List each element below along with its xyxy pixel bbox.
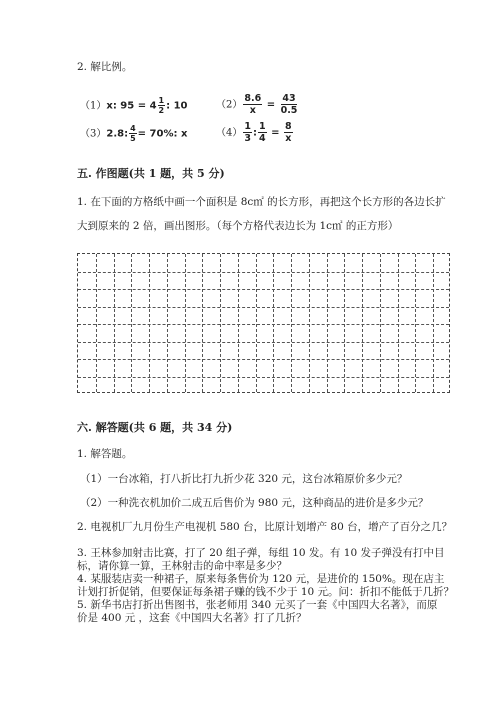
proportion-4-fraction-3 [284, 121, 293, 144]
fraction-numerator: 8 [284, 121, 292, 132]
proportion-1-post: : 10 [166, 100, 188, 112]
grid-vertical-line [131, 254, 132, 392]
proportion-2-fraction-right [280, 93, 299, 116]
proportion-4-equals: = [271, 127, 280, 139]
fraction-numerator: 1 [244, 121, 251, 132]
question-3-line-2: 标，请你算一算，王林射击的命中率是多少？ [77, 560, 287, 572]
fraction-numerator: 43 [282, 93, 296, 104]
proportion-1-label: （1） [80, 100, 107, 112]
grid-horizontal-line [78, 307, 449, 308]
grid-vertical-line [433, 254, 434, 392]
fraction-numerator: 1 [259, 121, 266, 132]
grid-vertical-line [344, 254, 345, 392]
fraction-denominator: 2 [158, 106, 165, 115]
proportion-1-fraction [158, 96, 166, 115]
grid-vertical-line [273, 254, 274, 392]
grid-vertical-line [415, 254, 416, 392]
proportion-4-label: （4） [216, 127, 243, 139]
section-6-title: 六. 解答题(共 6 题，共 34 分) [77, 421, 233, 434]
proportion-2 [216, 93, 299, 116]
grid-vertical-line [380, 254, 381, 392]
fraction-numerator: 1 [158, 96, 165, 105]
proportion-3-pre: 2.8: [106, 128, 129, 140]
grid-vertical-line [256, 254, 257, 392]
section-5-question-line-1: 1. 在下面的方格纸中画一个面积是 8c㎡ 的长方形，再把这个长方形的各边长扩 [77, 196, 446, 208]
proportion-4-fraction-2 [258, 121, 267, 144]
proportion-3-label: （3） [80, 128, 107, 140]
question-3-line-1: 3. 王林参加射击比赛，打了 20 组子弹，每组 10 发。有 10 发子弹没有打中目 [77, 547, 445, 559]
fraction-denominator: 4 [259, 133, 266, 144]
grid-vertical-line [185, 254, 186, 392]
grid-vertical-line [327, 254, 328, 392]
question-1-sub-2: （2）一种洗衣机加价二成五后售价为 980 元，这种商品的进价是多少元？ [80, 497, 429, 509]
section-5-title: 五. 作图题(共 1 题，共 5 分) [77, 167, 225, 180]
proportion-4-fraction-1 [243, 121, 252, 144]
proportion-1 [80, 96, 188, 115]
grid-horizontal-line [78, 359, 449, 360]
grid-horizontal-line [78, 342, 449, 343]
proportion-3-post: = 70%: x [137, 128, 188, 140]
grid-horizontal-line [78, 289, 449, 290]
question-1-title: 1. 解答题。 [77, 448, 133, 460]
grid-vertical-line [114, 254, 115, 392]
grid-vertical-line [167, 254, 168, 392]
fraction-numerator: 8.6 [244, 93, 262, 104]
grid-vertical-line [291, 254, 292, 392]
fraction-denominator: 0.5 [280, 105, 298, 116]
grid-vertical-line [238, 254, 239, 392]
question-1-sub-1: （1）一台冰箱，打八折比打九折少花 320 元，这台冰箱原价多少元？ [80, 473, 408, 485]
grid-vertical-line [220, 254, 221, 392]
proportion-2-fraction-left [243, 93, 262, 116]
proportion-4-colon: : [253, 127, 257, 139]
grid-vertical-line [149, 254, 150, 392]
grid-horizontal-line [78, 272, 449, 273]
proportion-2-label: （2） [216, 99, 243, 111]
grid-vertical-line [362, 254, 363, 392]
proportion-2-equals: = [266, 99, 276, 111]
fraction-numerator: 4 [130, 124, 136, 133]
grid-vertical-line [309, 254, 310, 392]
question-4-line-1: 4. 某服装店卖一种裙子，原来每条售价为 120 元，是进价的 150%。现在店主 [77, 573, 445, 585]
grid-vertical-line [398, 254, 399, 392]
grid-vertical-line [202, 254, 203, 392]
proportion-3 [80, 124, 187, 143]
fraction-denominator: x [285, 133, 292, 144]
section-5-question-line-2: 大到原来的 2 倍，画出图形。（每个方格代表边长为 1c㎡ 的正方形） [77, 220, 399, 232]
question-5-line-2: 价是 400 元 ，这套《中国四大名著》打了几折？ [77, 612, 307, 624]
grid-paper[interactable] [77, 253, 450, 393]
fraction-denominator: 3 [244, 133, 251, 144]
question-4-line-2: 计划打折促销，但要保证每条裙子赚的钱不少于 10 元。问：折扣不能低于几折？ [77, 586, 455, 598]
proportion-4 [216, 121, 294, 144]
proportion-3-fraction [129, 124, 137, 143]
grid-vertical-line [96, 254, 97, 392]
fraction-denominator: x [249, 105, 256, 116]
part2-title: 2. 解比例。 [77, 61, 133, 73]
grid-horizontal-line [78, 324, 449, 325]
proportion-1-pre: x: 95 = 4 [106, 100, 157, 112]
grid-horizontal-line [78, 377, 449, 378]
question-2: 2. 电视机厂九月份生产电视机 580 台，比原计划增产 80 台，增产了百分之几？ [77, 521, 453, 533]
fraction-denominator: 5 [130, 134, 136, 143]
question-5-line-1: 5. 新华书店打折出售图书，张老师用 340 元买了一套《中国四大名著》，而原 [77, 599, 438, 611]
